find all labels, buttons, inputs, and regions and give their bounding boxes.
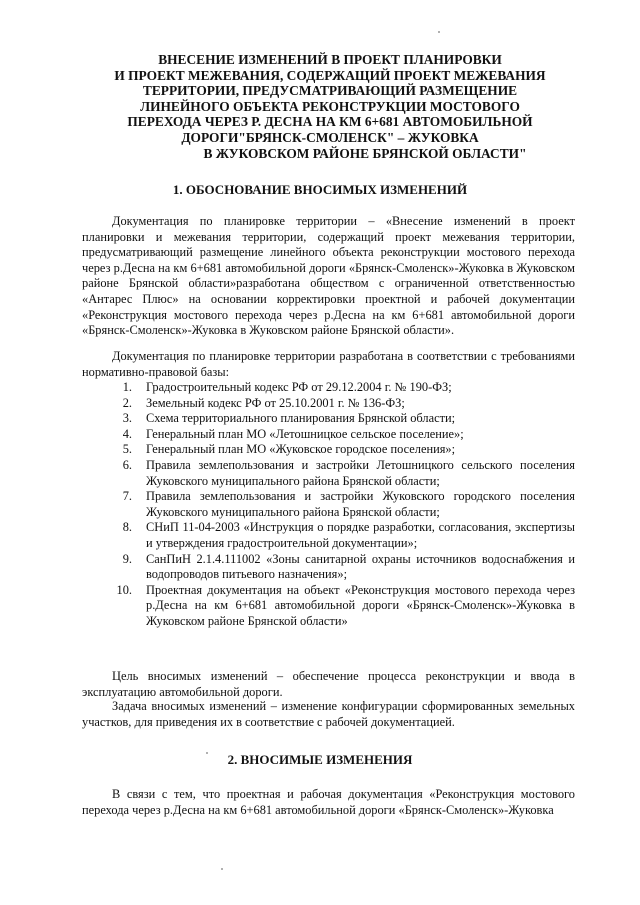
- list-item-number: 7.: [122, 489, 132, 504]
- list-item-number: 3.: [122, 411, 132, 426]
- title-line: И ПРОЕКТ МЕЖЕВАНИЯ, СОДЕРЖАЩИЙ ПРОЕКТ МЕЖЕВАНИЯ: [114, 67, 546, 83]
- list-item-number: 9.: [122, 551, 132, 566]
- list-item: [82, 458, 575, 489]
- section-2-heading: 2. ВНОСИМЫЕ ИЗМЕНЕНИЯ: [227, 752, 413, 767]
- list-item: [82, 380, 575, 396]
- normative-list: [82, 380, 575, 630]
- list-item-text: Градостроительный кодекс РФ от 29.12.2004 г. № 190-ФЗ;: [146, 380, 452, 394]
- list-item-number: 2.: [122, 395, 132, 410]
- list-item-text: СанПиН 2.1.4.111002 «Зоны санитарной охраны источников водоснабжения и водопроводов питьевого назначения»;: [146, 551, 575, 582]
- list-item-text: Проектная документация на объект «Реконструкция мостового перехода через р.Десна на км 6+681 автомобильной дороги «Брянск-Смоленск»-Жуковка в Жуковском районе Брянской области»: [146, 582, 575, 628]
- section-1-heading: 1. ОБОСНОВАНИЕ ВНОСИМЫХ ИЗМЕНЕНИЙ: [172, 182, 468, 197]
- list-item: [82, 552, 575, 583]
- title-line: ЛИНЕЙНОГО ОБЪЕКТА РЕКОНСТРУКЦИИ МОСТОВОГО: [140, 98, 520, 114]
- list-item: [82, 520, 575, 551]
- title-line: ДОРОГИ"БРЯНСК-СМОЛЕНСК" – ЖУКОВКА: [181, 129, 479, 145]
- title-line: ТЕРРИТОРИИ, ПРЕДУСМАТРИВАЮЩИЙ РАЗМЕЩЕНИЕ: [142, 83, 518, 99]
- list-item-number: 6.: [122, 457, 132, 472]
- scan-speck: [206, 752, 208, 754]
- title-line: ПЕРЕХОДА ЧЕРЕЗ Р. ДЕСНА НА КМ 6+681 АВТОМОБИЛЬНОЙ: [127, 114, 533, 130]
- list-item-text: Правила землепользования и застройки Летошницкого сельского поселения Жуковского муниципального района Брянской области;: [146, 457, 575, 488]
- scan-speck: [438, 31, 440, 33]
- list-item-text: СНиП 11-04-2003 «Инструкция о порядке разработки, согласования, экспертизы и утверждения градостроительной документации»;: [146, 520, 575, 550]
- list-item-number: 5.: [122, 442, 132, 457]
- list-item: [82, 396, 575, 412]
- list-item: [82, 411, 575, 427]
- list-item: [82, 489, 575, 520]
- list-item-number: 8.: [122, 520, 132, 535]
- section-1-paragraph-2: Документация по планировке территории разработана в соответствии с требованиями нормативно-правовой базы:: [82, 349, 575, 379]
- list-item-text: Земельный кодекс РФ от 25.10.2001 г. № 136-ФЗ;: [146, 395, 405, 410]
- list-item: [82, 427, 575, 443]
- list-item: [82, 442, 575, 458]
- section-2-paragraph-1: В связи с тем, что проектная и рабочая документация «Реконструкция мостового перехода через р.Десна на км 6+681 автомобильной дороги «Брянск-Смоленск»-Жуковка: [82, 787, 575, 817]
- scan-speck: [221, 868, 223, 870]
- section-1-paragraph-4: Задача вносимых изменений – изменение конфигурации сформированных земельных участков, для приведения их в соответствие с рабочей документацией.: [82, 699, 575, 729]
- document-title: [60, 52, 600, 161]
- list-item-number: 4.: [122, 426, 132, 441]
- list-item-text: Генеральный план МО «Жуковское городское поселения»;: [146, 442, 456, 457]
- section-1-paragraph-3: Цель вносимых изменений – обеспечение процесса реконструкции и ввода в эксплуатацию автомобильной дороги.: [82, 669, 575, 699]
- list-item-text: Генеральный план МО «Летошницкое сельское поселение»;: [146, 426, 464, 441]
- title-line: В ЖУКОВСКОМ РАЙОНЕ БРЯНСКОЙ ОБЛАСТИ": [203, 145, 527, 161]
- title-line: ВНЕСЕНИЕ ИЗМЕНЕНИЙ В ПРОЕКТ ПЛАНИРОВКИ: [158, 52, 502, 67]
- list-item-number: 10.: [116, 582, 132, 597]
- list-item-text: Правила землепользования и застройки Жуковского городского поселения Жуковского муниципального района Брянской области;: [146, 489, 575, 519]
- section-1-paragraph-1: Документация по планировке территории – «Внесение изменений в проект планировки и межевания территории, содержащий проект межевания территории, предусматривающий размещение линейного объекта реконструкции мостового перехода через р.Десна на км 6+681 автомобильной дороги «Брянск-Смоленск»-Жуковка в Жуковском районе Брянской области»разработана обществом с ограниченной ответственностью «Антарес Плюс» на основании корректировки проектной и рабочей документации «Реконструкция мостового перехода через р.Десна на км 6+681 автомобильной дороги «Брянск-Смоленск»-Жуковка в Жуковском районе Брянской области».: [82, 214, 575, 338]
- list-item: [82, 583, 575, 630]
- list-item-text: Схема территориального планирования Брянской области;: [146, 411, 456, 426]
- list-item-number: 1.: [122, 380, 132, 394]
